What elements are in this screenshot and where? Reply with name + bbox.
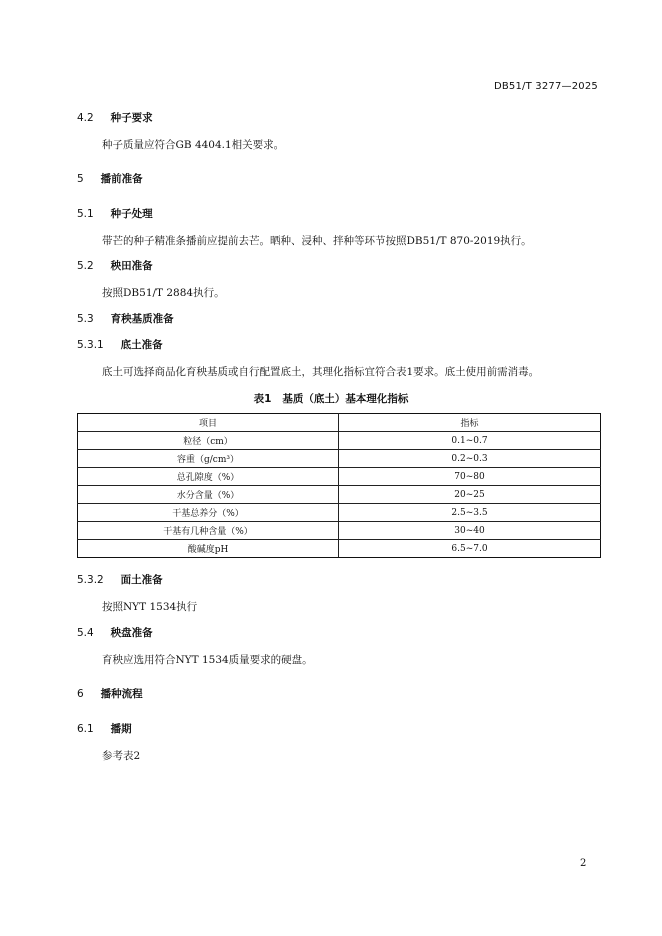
section-title: 面土准备 — [120, 574, 163, 586]
section-heading-5-3 — [77, 311, 174, 326]
table-row — [78, 486, 601, 504]
section-title: 播种流程 — [100, 688, 143, 700]
section-title: 种子处理 — [110, 208, 153, 220]
table-cell-item: 粒径（cm） — [78, 432, 339, 450]
section-number: 5.3.1 — [77, 339, 104, 351]
paragraph-tray-prep: 育秧应选用符合NYT 1534质量要求的硬盘。 — [102, 654, 313, 666]
section-number: 5.2 — [77, 260, 94, 272]
section-number: 6.1 — [77, 723, 94, 735]
table-cell-value: 20~25 — [339, 486, 601, 504]
paragraph-seed-treatment: 带芒的种子精准条播前应提前去芒。晒种、浸种、拌种等环节按照DB51/T 870-2019执行。 — [102, 235, 532, 247]
paragraph-top-soil: 按照NYT 1534执行 — [102, 601, 198, 613]
section-title: 育秧基质准备 — [110, 313, 174, 325]
table-cell-value: 2.5~3.5 — [339, 504, 601, 522]
table-caption-number: 表1 — [253, 393, 272, 405]
table-row — [78, 432, 601, 450]
paragraph-sowing-date: 参考表2 — [102, 750, 141, 762]
table-row — [78, 504, 601, 522]
table-caption-title: 基质（底土）基本理化指标 — [282, 393, 409, 405]
table-cell-item: 水分含量（%） — [78, 486, 339, 504]
table-cell-value: 30~40 — [339, 522, 601, 540]
table-header-cell: 指标 — [339, 414, 601, 432]
section-heading-5 — [77, 171, 143, 186]
section-number: 5.4 — [77, 627, 94, 639]
table-row — [78, 522, 601, 540]
section-title: 播前准备 — [100, 173, 143, 185]
section-number: 5.3 — [77, 313, 94, 325]
table-header-cell: 项目 — [78, 414, 339, 432]
section-number: 6 — [77, 688, 84, 700]
section-heading-5-4 — [77, 625, 153, 640]
section-number: 5 — [77, 173, 84, 185]
table-cell-item: 总孔隙度（%） — [78, 468, 339, 486]
table-cell-value: 70~80 — [339, 468, 601, 486]
section-title: 秧盘准备 — [110, 627, 153, 639]
table-cell-value: 6.5~7.0 — [339, 540, 601, 558]
table-cell-value: 0.1~0.7 — [339, 432, 601, 450]
table-caption — [0, 391, 662, 406]
table-row — [78, 540, 601, 558]
page-number: 2 — [580, 858, 587, 869]
section-title: 播期 — [110, 723, 132, 735]
table-row — [78, 450, 601, 468]
table-row — [78, 468, 601, 486]
section-number: 5.1 — [77, 208, 94, 220]
table-cell-item: 容重（g/cm³） — [78, 450, 339, 468]
properties-table — [77, 413, 601, 558]
section-heading-4-2 — [77, 110, 153, 125]
paragraph-seed-requirement: 种子质量应符合GB 4404.1相关要求。 — [102, 139, 285, 151]
table-cell-item: 干基有几种含量（%） — [78, 522, 339, 540]
table-cell-value: 0.2~0.3 — [339, 450, 601, 468]
section-title: 秧田准备 — [110, 260, 153, 272]
section-heading-5-1 — [77, 206, 153, 221]
section-heading-5-3-1 — [77, 337, 163, 352]
paragraph-bottom-soil: 底土可选择商品化育秧基质或自行配置底土，其理化指标宜符合表1要求。底土使用前需消毒。 — [102, 366, 540, 378]
paragraph-seedbed-prep: 按照DB51/T 2884执行。 — [102, 287, 225, 299]
document-id: DB51/T 3277—2025 — [493, 81, 598, 92]
section-heading-6 — [77, 686, 143, 701]
section-title: 底土准备 — [120, 339, 163, 351]
section-heading-5-3-2 — [77, 572, 163, 587]
section-number: 5.3.2 — [77, 574, 104, 586]
section-number: 4.2 — [77, 112, 94, 124]
section-title: 种子要求 — [110, 112, 153, 124]
section-heading-6-1 — [77, 721, 132, 736]
table-cell-item: 干基总养分（%） — [78, 504, 339, 522]
table-header-row — [78, 414, 601, 432]
section-heading-5-2 — [77, 258, 153, 273]
table-cell-item: 酸碱度pH — [78, 540, 339, 558]
